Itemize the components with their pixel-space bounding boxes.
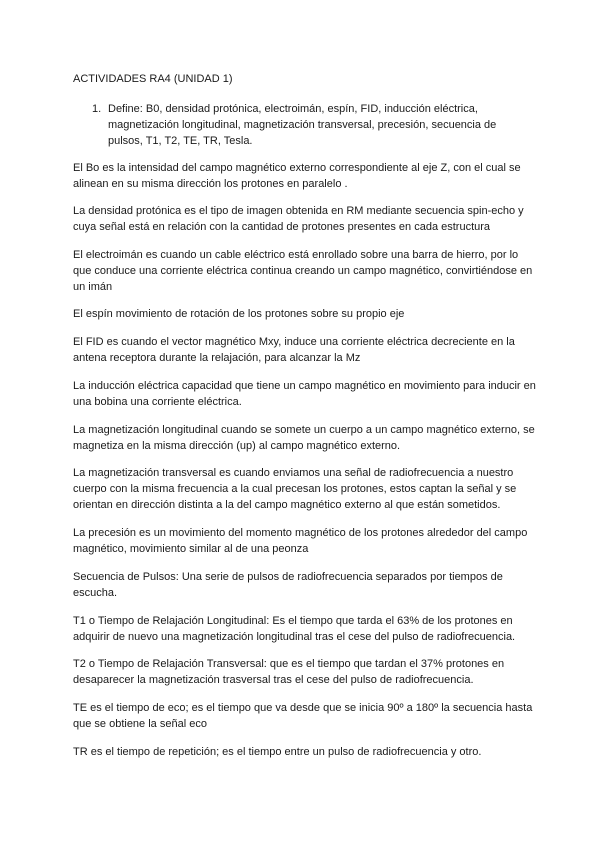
paragraph-electroiman: El electroimán es cuando un cable eléctrico está enrollado sobre una barra de hierro, por lo que conduce una corriente eléctrica continua creando un campo magnético, convirtiéndose en un imán	[73, 249, 533, 293]
document-title: ACTIVIDADES RA4 (UNIDAD 1)	[73, 73, 233, 85]
task-item	[92, 101, 532, 149]
paragraph-magnetizacion-transversal: La magnetización transversal es cuando enviamos una señal de radiofrecuencia a nuestro cuerpo con la misma frecuencia a la cual precesan los protones, estos captan la señal y se orientan en dirección distinta a la del campo magnético externo al que están sometidos.	[73, 467, 517, 511]
paragraph-t1: T1 o Tiempo de Relajación Longitudinal: Es el tiempo que tarda el 63% de los protones en adquirir de nuevo una magnetización longitudinal tras el cese del pulso de radiofrecuencia.	[73, 615, 516, 643]
paragraph-tr: TR es el tiempo de repetición; es el tiempo entre un pulso de radiofrecuencia y otro.	[73, 746, 482, 758]
paragraph-precesion: La precesión es un movimiento del momento magnético de los protones alrededor del campo magnético, movimiento similar al de una peonza	[73, 527, 528, 555]
paragraph-t2: T2 o Tiempo de Relajación Transversal: que es el tiempo que tardan el 37% protones en desaparecer la magnetización trasversal tras el cese del pulso de radiofrecuencia.	[73, 658, 505, 686]
paragraph-magnetizacion-longitudinal: La magnetización longitudinal cuando se somete un cuerpo a un campo magnético externo, se magnetiza en la misma dirección (up) al campo magnético externo.	[73, 424, 535, 452]
paragraph-densidad-protonica: La densidad protónica es el tipo de imagen obtenida en RM mediante secuencia spin-echo y cuya señal está en relación con la cantidad de protones presentes en cada estructura	[73, 205, 524, 233]
paragraph-secuencia-pulsos: Secuencia de Pulsos: Una serie de pulsos de radiofrecuencia separados por tiempos de escucha.	[73, 571, 503, 599]
paragraph-induccion-electrica: La inducción eléctrica capacidad que tiene un campo magnético en movimiento para inducir en una bobina una corriente eléctrica.	[73, 380, 536, 408]
paragraph-fid: El FID es cuando el vector magnético Mxy, induce una corriente eléctrica decreciente en la antena receptora durante la relajación, para alcanzar la Mz	[73, 336, 515, 364]
task-number: 1.	[92, 103, 102, 115]
paragraph-te: TE es el tiempo de eco; es el tiempo que va desde que se inicia 90º a 180º la secuencia hasta que se obtiene la señal eco	[73, 702, 533, 730]
paragraph-espin: El espín movimiento de rotación de los protones sobre su propio eje	[73, 308, 405, 320]
task-text: Define: B0, densidad protónica, electroimán, espín, FID, inducción eléctrica, magnetización longitudinal, magnetización transversal, precesión, secuencia de pulsos, T1, T2, TE, TR, Tesla.	[108, 103, 497, 147]
paragraph-b0: El Bo es la intensidad del campo magnético externo correspondiente al eje Z, con el cual se alinean en su misma dirección los protones en paralelo .	[73, 162, 521, 190]
